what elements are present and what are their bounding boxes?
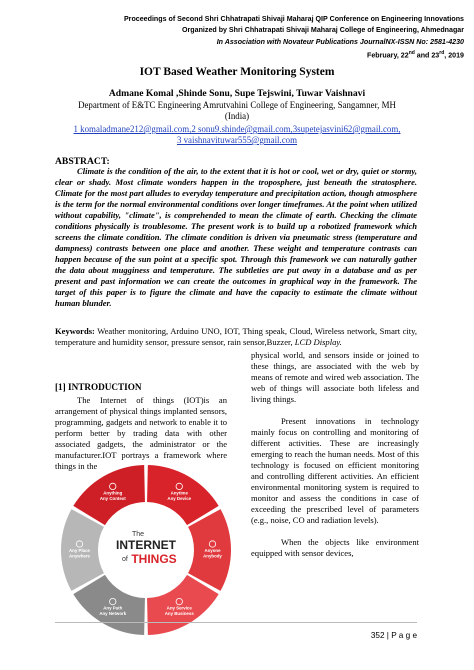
right-column [251,350,419,559]
figure-of: of [122,556,128,563]
segment-label: Any Business [164,611,194,617]
segment-label: Any Place [69,548,90,553]
page-number: 352 | P a g e [370,631,417,640]
header-line-2: Organized by Shri Chhatrapati Shivaji Maharaj College of Engineering, Ahmednagar [182,26,464,35]
intro-paragraph-1-cont: physical world, and sensors inside or joined to these things, are associated with the web by means of remote and wired web association. The web of things will associate both lifeless and living things. [251,350,419,404]
abstract-heading: ABSTRACT: [55,156,110,167]
segment-label: Any Network [99,611,127,617]
left-column [55,382,227,472]
figure-things: THINGS [131,552,177,566]
figure-internet: INTERNET [116,538,176,552]
paper-title: IOT Based Weather Monitoring System [139,66,335,78]
paper-authors: Admane Komal ,Shinde Sonu, Supe Tejswini, Tuwar Vaishnavi [108,88,366,99]
intro-paragraph-2: Present innovations in technology mainly focus on controlling and monitoring of different activities. These are increasingly emerging to reach the human needs. Most of this technology is focused on efficient monitoring and controlling different activities. An efficient environmental monitoring system is required to monitor and assess the conditions in case of exceeding the prescribed level of parameters (e.g., noise, CO and radiation levels). [251,416,419,525]
keywords-label: Keywords: [55,326,95,336]
segment-label: Any Context [99,495,126,501]
figure-the: The [132,531,145,538]
intro-paragraph-3: When the objects like environment equipped with sensor devices, [251,537,419,558]
segment-label: Any Path [103,605,123,611]
intro-paragraph-1: The Internet of things (IOT)is an arrangement of physical things implanted sensors, programming, gadgets and network to enable it to perform better by trading data with other associated gadgets, the administrator or the manufacturer.IOT portrays a framework where things in the [55,395,227,471]
paper-affiliation: Department of E&TC Engineering Amrutvahini College of Engineering, Sangamner, MH (India) [78,100,396,121]
segment-label: Anytime [170,490,188,496]
proceedings-header [24,14,464,62]
intro-heading: [1] INTRODUCTION [55,382,142,392]
footer-rule [55,622,417,623]
email-link-1[interactable]: 1 komaladmane212@gmail.com,2 sonu9.shinde@gmail.com,3supetejasvini62@gmail.com, [73,124,401,134]
segment-label: Any Device [167,495,192,501]
author-emails[interactable] [40,124,434,146]
header-line-1: Proceedings of Second Shri Chhatrapati Shivaji Maharaj QIP Conference on Engineering Innovations [123,15,464,23]
abstract-text: Climate is the condition of the air, to the extent that it is hot or cool, wet or dry, quiet or stormy, clear or shady. Most climate wonders happen in the troposphere, just beneath the stratosphere. Climate for the most part alludes to everyday temperature and precipitation action, though atmosphere is the term for the normal environmental conditions over longer timeframes. At the point when utilized without capability, "climate", is comprehended to mean the climate of earth. Checking the climate conditions physically is troublesome. The present work is to build up a robotized framework which screens the climate condition. The climate condition is driven via pneumatic stress (temperature and dampness) contrasts between one place and another. These weight and temperature contrasts can happen because of the sun point at a specific spot. Through this framework we can naturally gather the data about mugginess and temperature. The subtleties are put away in a database and as per present and past information we can create the outcomes in graphical way in the framework. The target of this paper is to figure the climate and have the capacity to estimate the climate without human blunder. [55,166,417,308]
internet-of-things-figure [58,462,234,638]
header-line-3: In Association with Novateur Publications JournalNX-ISSN No: 2581-4230 [216,37,464,46]
segment-label: Any Service [166,605,192,611]
segment-label: Anything [103,490,123,496]
segment-label: Anybody [203,553,222,559]
segment-label: Anywhere [69,553,90,559]
header-line-4: February, 22nd and 23rd, 2019 [367,50,464,60]
email-link-2[interactable]: 3 vaishnavituwar555@gmail.com [176,135,298,145]
segment-label: Anyone [204,548,221,553]
keywords: Keywords: Weather monitoring, Arduino UNO, IOT, Thing speak, Cloud, Wireless network, Smart city, temperature and humidity sensor, pressure sensor, rain sensor,Buzzer, LCD Display. [55,326,417,347]
